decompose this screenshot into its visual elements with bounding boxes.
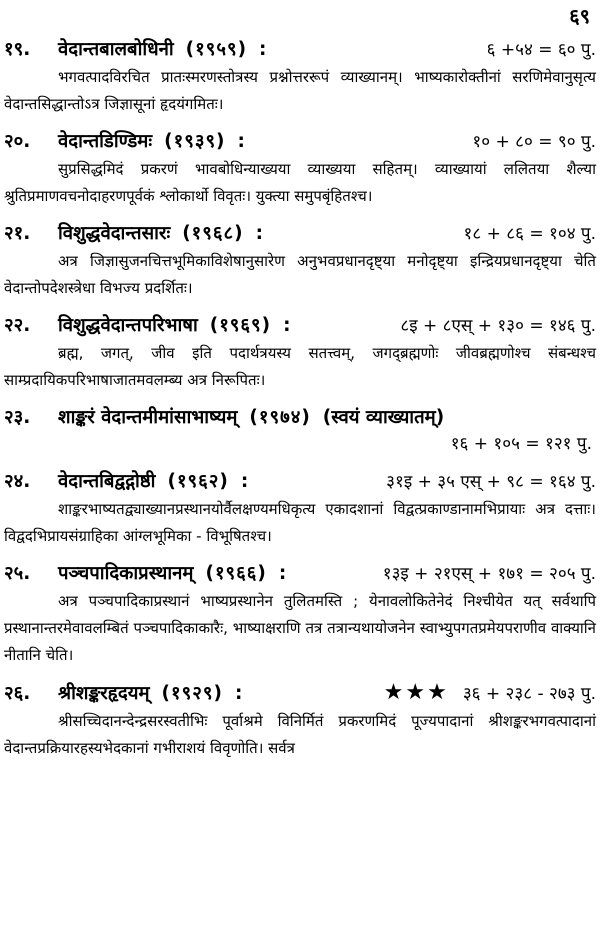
entry-separator: : [240,471,249,492]
entry-number: २२. [4,315,31,336]
entry-heading [4,36,596,64]
entry-year: (१९६६) [205,563,267,584]
catalog-entry [4,36,596,118]
entry-separator: : [234,683,243,704]
entry-description: सुप्रसिद्धमिदं प्रकरणं भावबोधिन्याख्यया व्याख्यया सहितम्। व्याख्यायां ललितया शैल्या श्रुतिप्रमाणवचनोदाहरणपूर्वकं श्लोकार्थो विवृतः। युक्त्या समुपबृंहितश्च। [4,160,596,205]
entry-page-count: १० + ८० = ९० पु. [472,132,596,152]
entry-heading [4,220,596,248]
entry-number: २४. [4,471,31,492]
entry-separator: : [283,315,291,336]
entry-heading [4,468,596,496]
entry-heading [4,128,596,156]
entry-year: (१९६९) [209,315,272,336]
catalog-entry [4,404,596,458]
entry-separator: : [237,131,245,152]
entry-number: २३. [4,407,31,428]
entry-description: अत्र जिज्ञासुजनचित्तभूमिकाविशेषानुसारेण अनुभवप्रधानदृष्ट्या मनोदृष्ट्या इन्द्रियप्रधानदृष्ट्या चेति वेदान्तोपदेशस्त्रेधा विभज्य प्रदर्शितः। [4,252,596,297]
entry-heading [4,312,596,340]
entry-page-count: ८इ + ८एस् + १३० = १४६ पु. [400,316,596,336]
entry-description: श्रीसच्चिदानन्देन्द्रसरस्वतीभिः पूर्वाश्रमे विनिर्मितं प्रकरणमिदं पूज्यपादानां श्रीशङ्करभगवत्पादानां वेदान्तप्रक्रियारहस्यभेदकानां गभीराशयं विवृणोति। सर्वत्र [4,712,596,757]
entry-number: २५. [4,563,31,584]
entry-year: (१९६२) [167,471,229,492]
entry-number: २०. [4,131,31,152]
entry-number: २१. [4,223,31,244]
entry-self-commentary-note: (स्वयं व्याख्यातम्) [322,407,445,428]
entry-title: शाङ्करं वेदान्तमीमांसाभाष्यम् [58,407,238,428]
entry-description: शाङ्करभाष्यतद्व्याख्यानप्रस्थानयोर्वैलक्षण्यमधिकृत्य एकादशानां विद्वत्प्रकाण्डानामभिप्रायाः अत्र दत्ताः। विद्वदभिप्रायसंग्राहिका आंग्लभूमिका - विभूषितश्च। [4,500,596,545]
entry-page-count: १८ + ८६ = १०४ पु. [463,224,596,244]
entry-year: (१९६८) [182,223,244,244]
entry-title: वेदान्तडिण्डिमः [58,131,153,152]
entry-separator: : [278,563,287,584]
catalog-list [4,36,596,772]
catalog-entry [4,312,596,394]
entry-page-count: ६ +५४ = ६० पु. [486,40,596,60]
entry-description: ब्रह्म, जगत्, जीव इति पदार्थत्रयस्य सतत्त्वम्, जगद्ब्रह्मणोः जीवब्रह्मणोश्च संबन्धश्च साम्प्रदायिकपरिभाषाजातमवलम्ब्य अत्र निरूपितः। [4,344,596,389]
entry-separator: : [259,39,267,60]
entry-year: (१९५९) [185,39,248,60]
catalog-entry [4,220,596,302]
page-number: ६९ [569,4,590,28]
catalog-entry [4,679,596,762]
catalog-entry [4,560,596,669]
entry-year: (१९२९) [161,683,223,704]
entry-title: विशुद्धवेदान्तसारः [58,223,171,244]
entry-heading [4,404,596,431]
entry-page-count: ३१इ + ३५ एस् + ९८ = १६४ पु. [386,472,596,492]
star-rating-icon: ★★★ [383,680,449,705]
entry-description: अत्र पञ्चपादिकाप्रस्थानं भाष्यप्रस्थानेन तुलितमस्ति ; येनावलोकितेनेदं निश्चीयेत यत् सर्वथापि प्रस्थानान्तरमेवावलम्बितं पञ्चपादिकाकारैः, भाष्याक्षराणि तत्र तत्रान्यथायोजनेन स्वाभ्युपगतप्रमेयपराणीव वाक्यानि नीतानि चेति। [4,592,596,664]
entry-title: वेदान्तबिद्वद्गोष्ठी [58,471,156,492]
catalog-entry [4,128,596,210]
entry-number: २६. [4,683,31,704]
catalog-entry [4,468,596,550]
entry-page-count: १६ + १०५ = १२१ पु. [450,434,592,454]
entry-year: (१९७४) [249,407,311,428]
entry-description: भगवत्पादविरचित प्रातःस्मरणस्तोत्रस्य प्रश्नोत्तररूपं व्याख्यानम्। भाष्यकारोक्तीनां सरणिमेवानुसृत्य वेदान्तसिद्धान्तोऽत्र जिज्ञासूनां हृदयंगमितः। [4,68,596,113]
entry-heading [4,679,596,708]
entry-title: विशुद्धवेदान्तपरिभाषा [58,315,198,336]
entry-title: श्रीशङ्करहृदयम् [58,683,150,704]
entry-title: पञ्चपादिकाप्रस्थानम् [58,563,194,584]
entry-heading [4,560,596,588]
entry-page-count: ३६ + २३८ - २७३ पु. [462,684,596,704]
entry-year: (१९३९) [164,131,226,152]
entry-separator: : [255,223,263,244]
entry-number: १९. [4,39,31,60]
entry-title: वेदान्तबालबोधिनी [58,39,174,60]
entry-page-count: १३इ + २१एस् + १७१ = २०५ पु. [382,564,596,584]
